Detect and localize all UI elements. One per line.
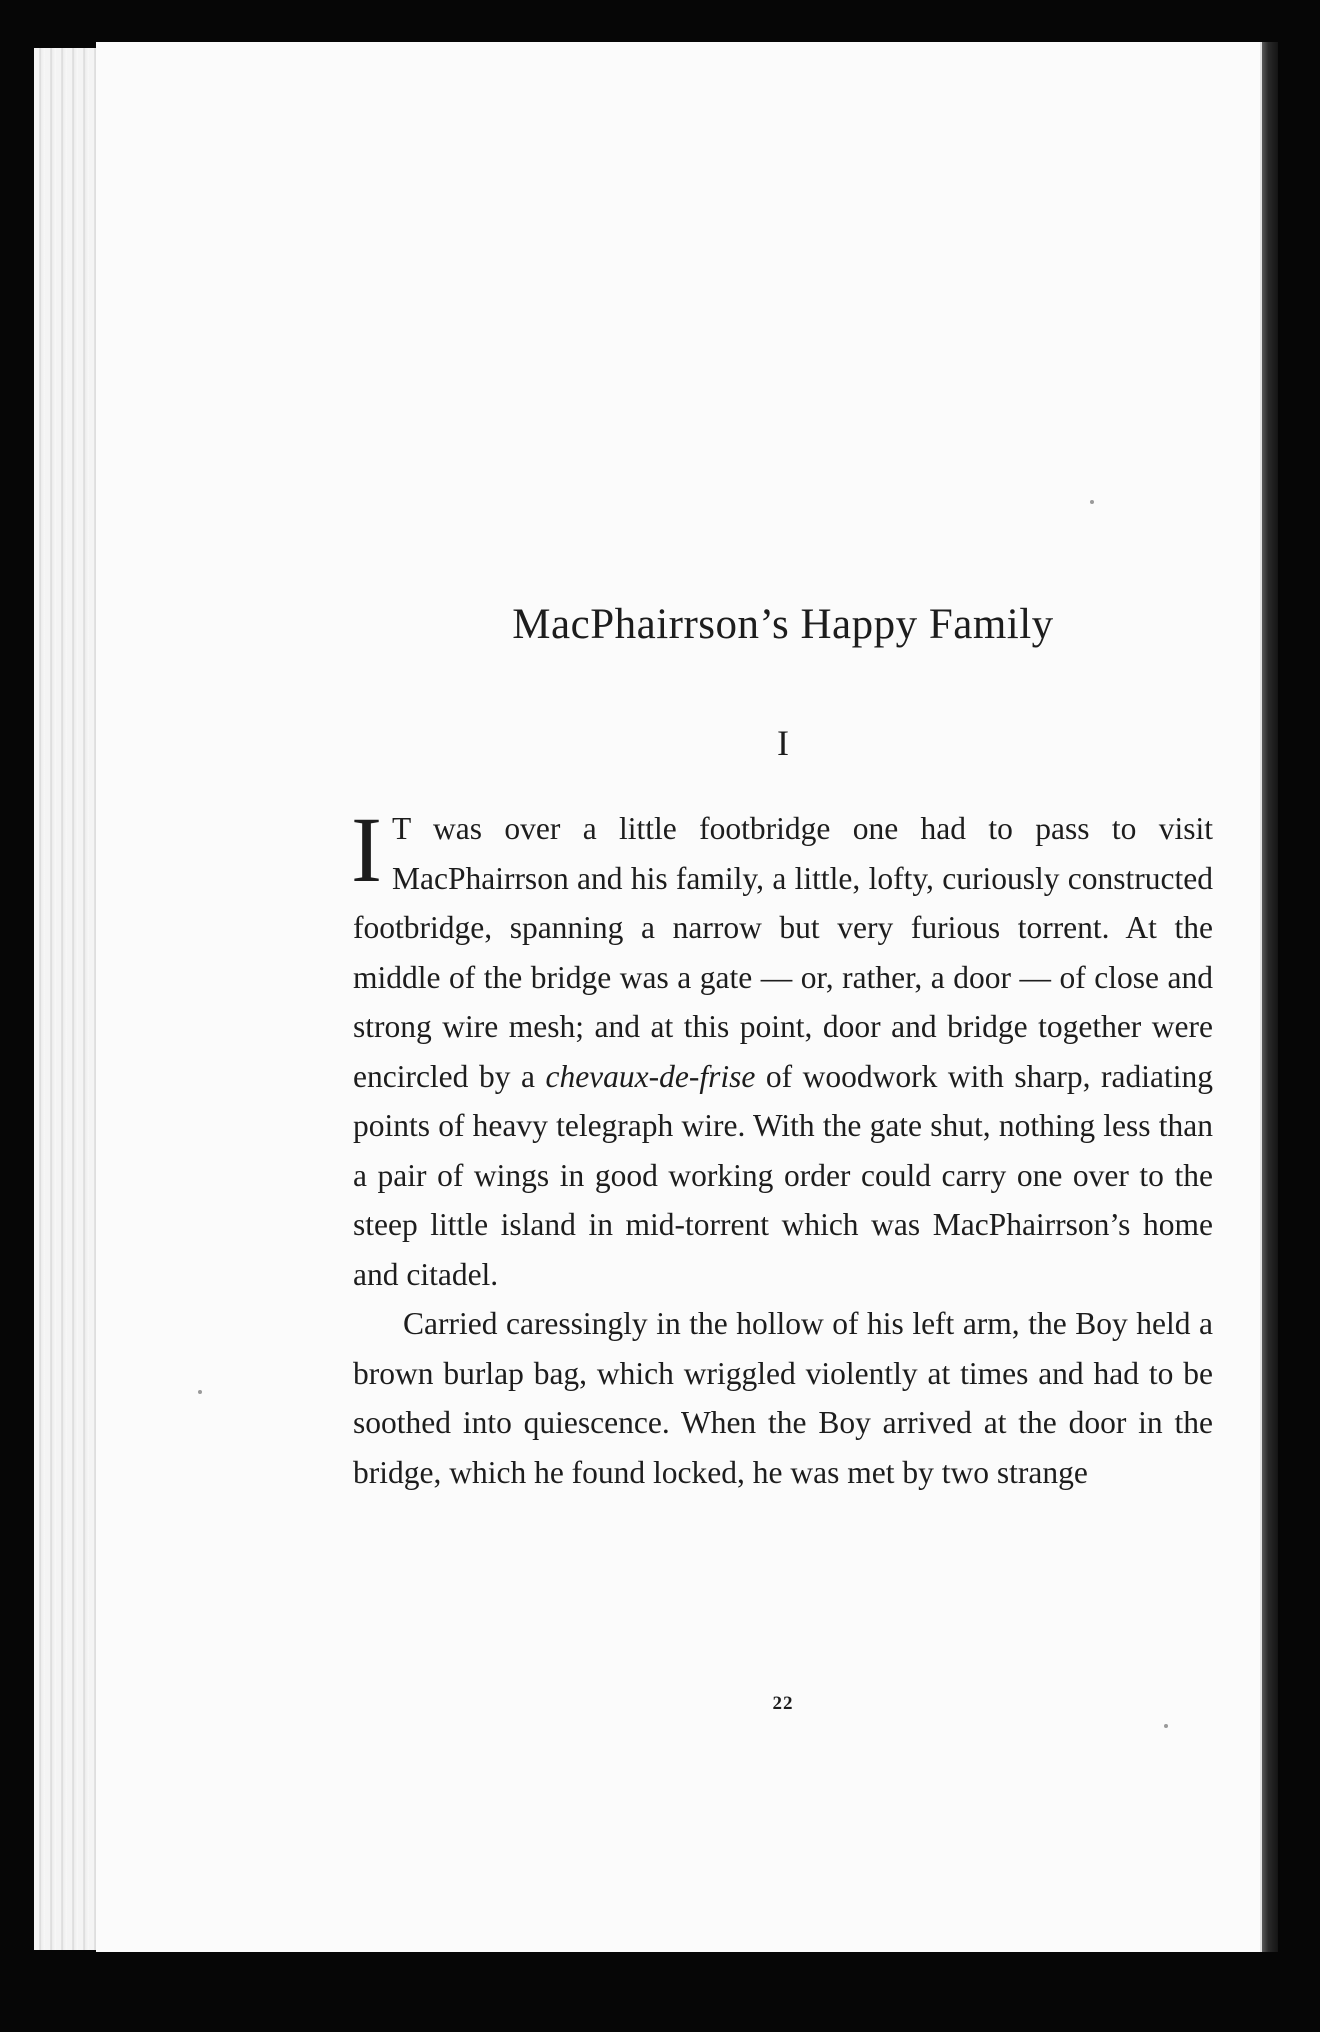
body-text <box>351 799 1213 1497</box>
paragraph <box>351 799 1213 1299</box>
paragraph: Carried caressingly in the hollow of his left arm, the Boy held a brown burlap bag, which wriggled violently at times and had to be soothed into quiescence. When the Boy arrived at the door in the bridge, which he found locked, he was met by two strange <box>353 1306 1213 1490</box>
page-number: 22 <box>772 1693 794 1714</box>
chapter-title: MacPhairrson’s Happy Family <box>512 601 1054 648</box>
paper-speck <box>1164 1724 1168 1728</box>
italic-phrase: chevaux-de-frise <box>545 1058 756 1094</box>
book-spine <box>1262 42 1278 1952</box>
paragraph-text: T was over a little footbridge one had to pass to visit MacPhairrson and his family, a little, lofty, curiously constructed footbridge, spanning a narrow but very furious torrent. At the middle of the bridge was a gate — or, rather, a door — of close and strong wire mesh; and at this point, door and bridge together were encircled by a <box>353 811 1213 1094</box>
paragraph-text: of woodwork with sharp, radiating points of heavy telegraph wire. With the gate shut, nothing less than a pair of wings in good working order could carry one over to the steep little island in mid-torrent which was MacPhairrson’s home and citadel. <box>353 1058 1213 1292</box>
drop-cap: I <box>351 799 382 902</box>
paper-speck <box>198 1390 202 1394</box>
section-number: I <box>777 723 789 763</box>
paper-speck <box>1090 500 1094 504</box>
